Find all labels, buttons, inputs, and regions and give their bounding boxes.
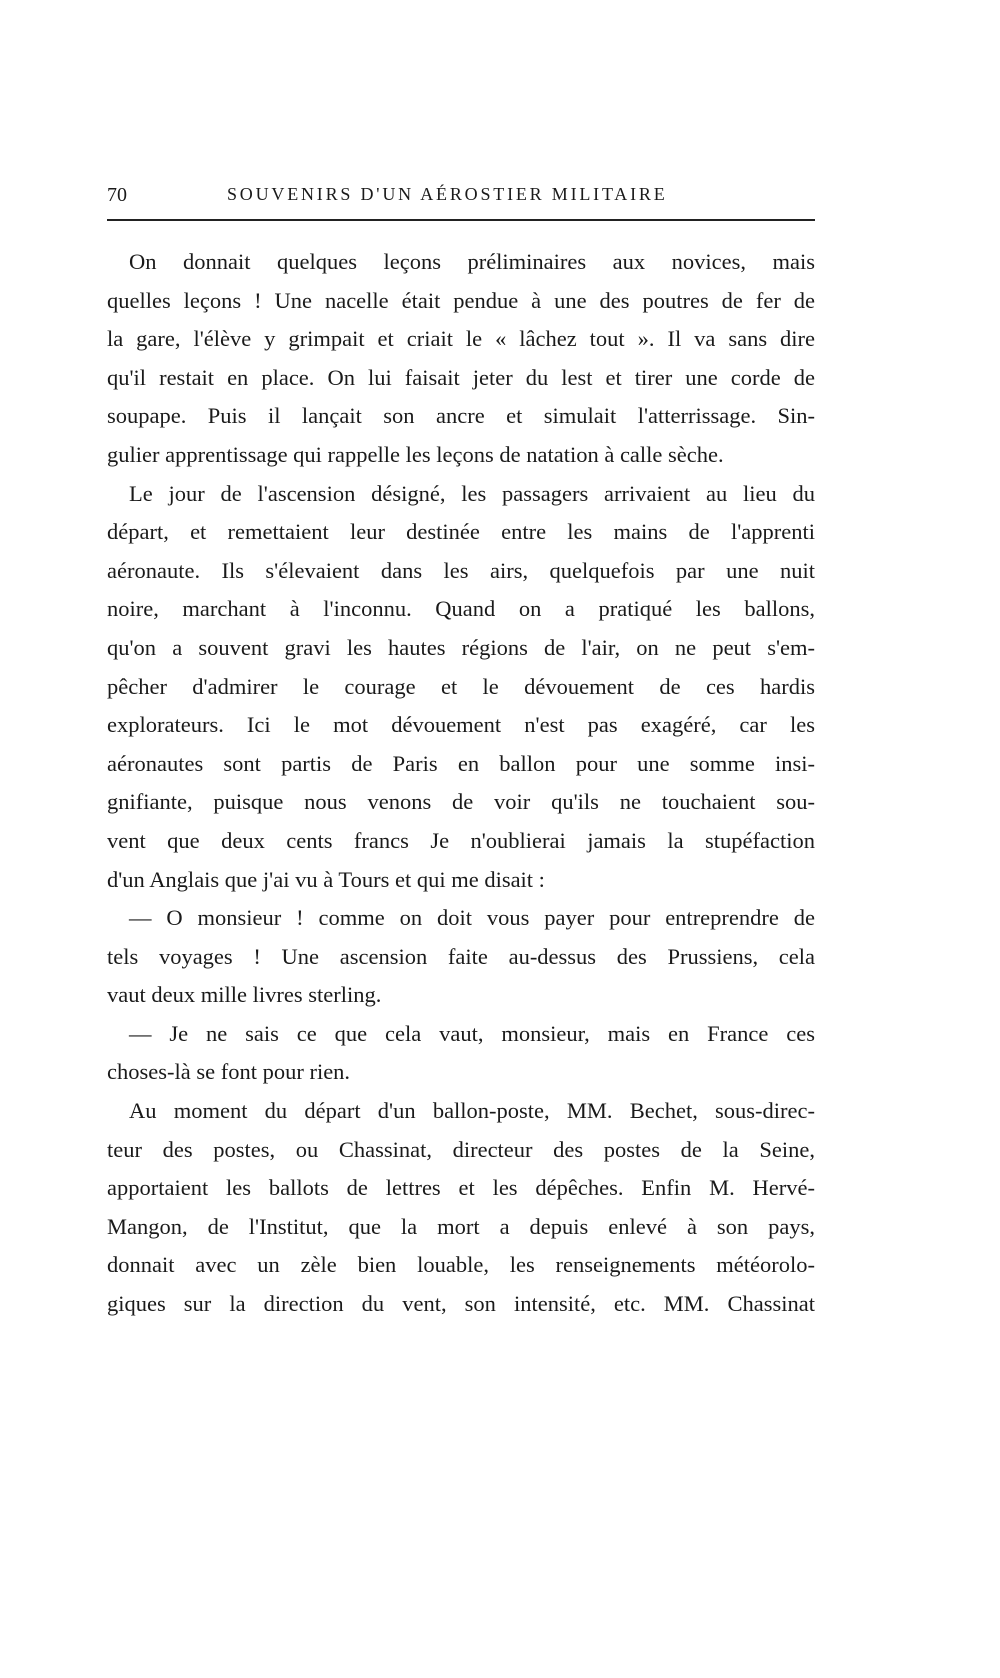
text-line: vaut deux mille livres sterling.	[107, 982, 382, 1008]
page-number: 70	[107, 184, 127, 206]
text-line: Au moment du départ d'un ballon-poste, MM. Bechet, sous-direc-	[129, 1098, 815, 1124]
text-line: vent que deux cents francs Je n'oublierai jamais la stupéfaction	[107, 827, 815, 853]
text-line: donnait avec un zèle bien louable, les renseignements météorolo-	[107, 1252, 815, 1278]
text-line: explorateurs. Ici le mot dévouement n'est pas exagéré, car les	[107, 712, 815, 738]
body-text	[107, 243, 815, 1324]
running-title: SOUVENIRS D'UN AÉROSTIER MILITAIRE	[227, 184, 668, 204]
text-line: On donnait quelques leçons préliminaires aux novices, mais	[129, 249, 815, 274]
text-line: aéronaute. Ils s'élevaient dans les airs, quelquefois par une nuit	[107, 557, 815, 583]
text-line: quelles leçons ! Une nacelle était pendue à une des poutres de fer de	[107, 287, 815, 313]
text-line: choses-là se font pour rien.	[107, 1059, 351, 1085]
text-line: apportaient les ballots de lettres et les dépêches. Enfin M. Hervé-	[107, 1175, 815, 1201]
text-line: départ, et remettaient leur destinée entre les mains de l'apprenti	[107, 519, 815, 545]
text-line: pêcher d'admirer le courage et le dévouement de ces hardis	[107, 673, 815, 699]
text-line: gulier apprentissage qui rappelle les leçons de natation à calle sèche.	[107, 441, 724, 467]
text-line: noire, marchant à l'inconnu. Quand on a pratiqué les ballons,	[107, 596, 815, 622]
text-line: d'un Anglais que j'ai vu à Tours et qui me disait :	[107, 866, 545, 892]
running-head	[107, 178, 815, 214]
text-line: Mangon, de l'Institut, que la mort a depuis enlevé à son pays,	[107, 1213, 815, 1239]
text-line: giques sur la direction du vent, son intensité, etc. MM. Chassinat	[107, 1291, 815, 1317]
text-line: — O monsieur ! comme on doit vous payer pour entreprendre de	[129, 905, 815, 931]
text-line: qu'on a souvent gravi les hautes régions de l'air, on ne peut s'em-	[107, 634, 815, 660]
text-line: qu'il restait en place. On lui faisait jeter du lest et tirer une corde de	[107, 364, 815, 390]
text-line: gnifiante, puisque nous venons de voir qu'ils ne touchaient sou-	[107, 789, 815, 815]
text-line: — Je ne sais ce que cela vaut, monsieur, mais en France ces	[129, 1020, 815, 1046]
text-line: la gare, l'élève y grimpait et criait le « lâchez tout ». Il va sans dire	[107, 326, 815, 352]
text-line: soupape. Puis il lançait son ancre et simulait l'atterrissage. Sin-	[107, 403, 815, 429]
header-rule	[107, 219, 815, 221]
text-line: Le jour de l'ascension désigné, les passagers arrivaient au lieu du	[129, 480, 815, 506]
text-line: aéronautes sont partis de Paris en ballon pour une somme insi-	[107, 750, 815, 776]
text-line: tels voyages ! Une ascension faite au-dessus des Prussiens, cela	[107, 943, 815, 969]
text-line: teur des postes, ou Chassinat, directeur des postes de la Seine,	[107, 1136, 815, 1162]
